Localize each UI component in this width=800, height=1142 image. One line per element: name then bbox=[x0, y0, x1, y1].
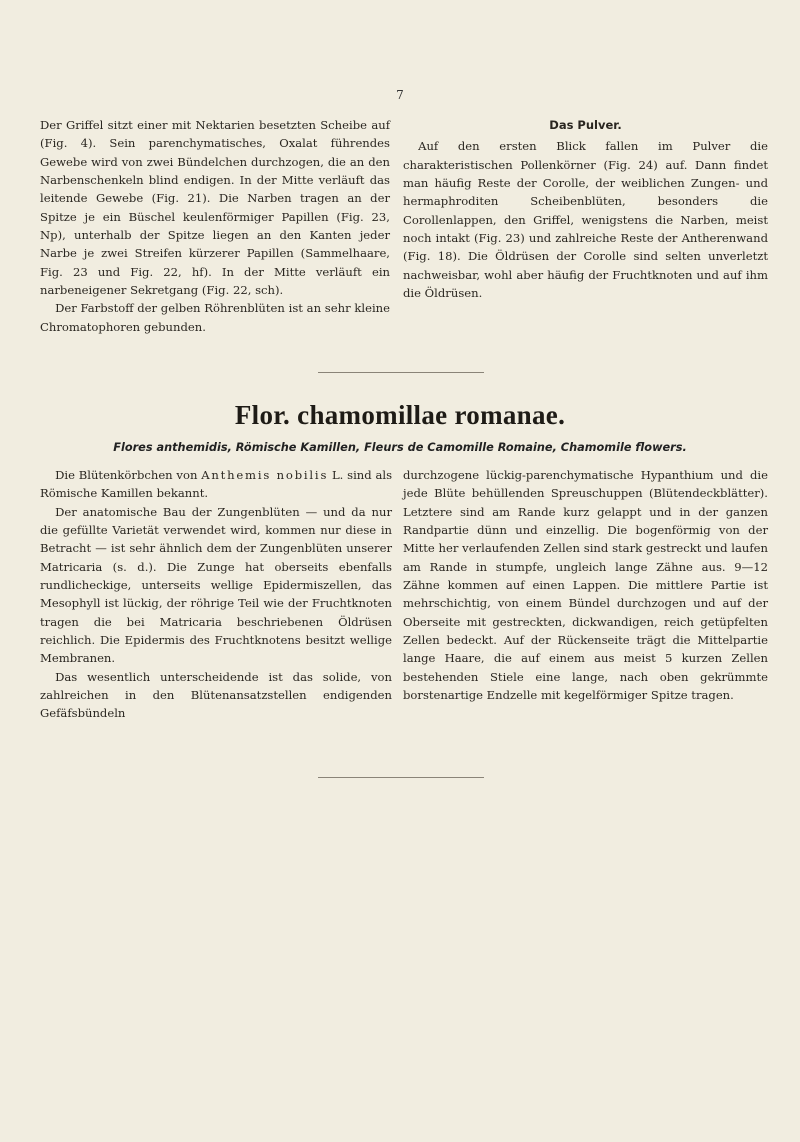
paragraph bbox=[40, 466, 392, 503]
section-title: Flor. chamomillae romanae. bbox=[234, 400, 566, 430]
text-fragment: L. sind als Römische Kamillen bekannt. bbox=[40, 468, 393, 501]
paragraph: durchzogene lückig-parenchymatische Hypanthium und die jede Blüte behüllenden Spreuschuppen (Blütendeckblätter). Letztere sind am Rande kurz gelappt und in der ganzen Randpartie dünn und einzellig. Die bogenförmig von der Mitte her verlaufenden Zellen sind stark gestreckt und laufen am Rande in stumpfe, ungleich lange Zähne aus. 9—12 Zähne kommen auf einen Lappen. Die mittlere Partie ist mehrschichtig, von einem Bündel durchzogen und auf der Oberseite mit gestreckten, dickwandigen, reich getüpfelten Zellen bedeckt. Auf der Rückenseite trägt die Mittelpartie lange Haare, die auf einem aus meist 5 kurzen Zellen bestehenden Stiele eine lange, nach oben gekrümmte borstenartige Endzelle mit kegelförmiger Spitze tragen. bbox=[403, 468, 768, 703]
section-subtitle: Flores anthemidis, Römische Kamillen, Fleurs de Camomille Romaine, Chamomile flowers. bbox=[113, 441, 687, 454]
paragraph: Der Griffel sitzt einer mit Nektarien besetzten Scheibe auf (Fig. 4). Sein parenchymatisches, Oxalat führendes Gewebe wird von zwei Bündelchen durchzogen, die an den Narbenschenkeln blind endigen. In der Mitte verläuft das leitende Gewebe (Fig. 21). Die Narben tragen an der Spitze je ein Büschel keulenförmiger Papillen (Fig. 23, Np), unterhalb der Spitze liegen an den Kanten jeder Narbe je zwei Streifen kürzerer Papillen (Sammelhaare, Fig. 23 und Fig. 22, hf). In der Mitte verläuft ein narbeneigener Sekretgang (Fig. 22, sch). bbox=[40, 118, 390, 298]
paragraph: Der Farbstoff der gelben Röhrenblüten ist an sehr kleine Chromatophoren gebunden. bbox=[40, 301, 390, 334]
species-name: Anthemis nobilis bbox=[201, 468, 329, 482]
divider-rule bbox=[318, 777, 484, 778]
bottom-left-column bbox=[40, 466, 392, 723]
top-left-column bbox=[40, 116, 390, 336]
powder-heading: Das Pulver. bbox=[549, 118, 622, 132]
text-fragment: Die Blütenkörbchen von bbox=[55, 468, 198, 482]
paragraph: Auf den ersten Blick fallen im Pulver die charakteristischen Pollenkörner (Fig. 24) auf. Dann findet man häufig Reste der Corolle, der weiblichen Zungen- und hermaphroditen Scheibenblüten, besonders die Corollenlappen, den Griffel, wenigstens die Narben, meist noch intakt (Fig. 23) und zahlreiche Reste der Antherenwand (Fig. 18). Die Öldrüsen der Corolle sind selten unverletzt nachweisbar, wohl aber häufig der Fruchtknoten und auf ihm die Öldrüsen. bbox=[403, 139, 768, 301]
paragraph: Der anatomische Bau der Zungenblüten — und da nur die gefüllte Varietät verwendet wird, kommen nur diese in Betracht — ist sehr ähnlich dem der Zungenblüten unserer Matricaria (s. d.). Die Zunge hat oberseits ebenfalls rundlicheckige, unterseits wellige Epidermiszellen, das Mesophyll ist lückig, der röhrige Teil wie der Fruchtknoten tragen die bei Matricaria beschriebenen Öldrüsen reichlich. Die Epidermis des Fruchtknotens besitzt wellige Membranen. bbox=[40, 504, 392, 666]
top-right-column bbox=[403, 116, 768, 302]
bottom-right-column bbox=[403, 466, 768, 704]
divider-rule bbox=[318, 372, 484, 373]
page-number: 7 bbox=[396, 88, 404, 102]
paragraph: Das wesentlich unterscheidende ist das solide, von zahlreichen in den Blütenansatzstellen endigenden Gefäfsbündeln bbox=[40, 669, 392, 721]
